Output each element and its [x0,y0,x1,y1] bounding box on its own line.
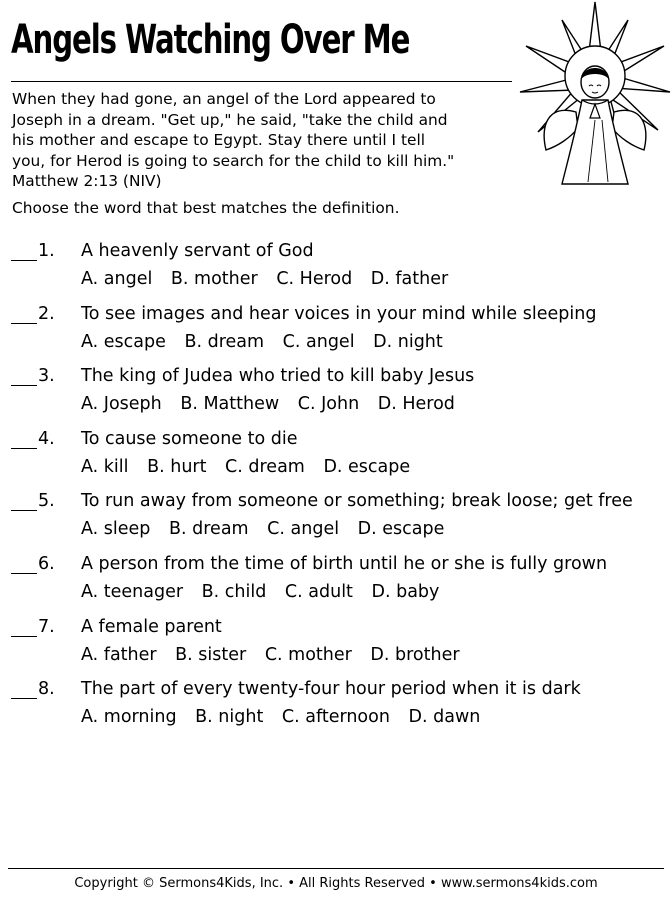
answer-blank[interactable] [11,436,37,449]
answer-option: D. night [373,331,443,352]
question-item [11,553,661,616]
question-definition: A heavenly servant of God [81,241,314,261]
question-number: 7. [38,616,55,637]
answer-option: D. baby [371,581,440,602]
answer-option: D. dawn [408,707,481,728]
question-number: 4. [38,428,55,449]
answer-option: B. dream [169,519,249,540]
question-item [11,303,661,366]
answer-option: D. brother [370,644,460,665]
verse-line: When they had gone, an angel of the Lord appeared to [12,90,436,108]
question-number: 6. [38,553,55,574]
answer-option: A. morning [81,707,177,728]
answer-options [81,644,473,666]
question-item [11,616,661,679]
question-number: 1. [38,241,55,261]
question-definition: A female parent [81,616,222,637]
question-item [11,428,661,491]
answer-blank[interactable] [11,248,37,261]
verse-line: his mother and escape to Egypt. Stay there until I tell [12,131,426,149]
answer-option: A. escape [81,331,166,352]
answer-option: A. father [81,644,157,665]
answer-options [81,581,452,603]
answer-option: A. angel [81,269,153,289]
page-title: Angels Watching Over Me [11,17,410,63]
question-number: 2. [38,303,55,324]
answer-blank[interactable] [11,498,37,511]
footer-divider [8,868,664,869]
answer-option: B. Matthew [180,394,280,415]
question-definition: To cause someone to die [81,428,298,449]
question-definition: To run away from someone or something; break loose; get free [81,491,633,512]
instructions: Choose the word that best matches the definition. [12,199,400,217]
question-definition: The part of every twenty-four hour period when it is dark [81,679,581,700]
footer-copyright: Copyright © Sermons4Kids, Inc. • All Rights Reserved • www.sermons4kids.com [74,876,598,891]
answer-option: D. father [370,269,449,289]
answer-option: D. Herod [377,394,455,415]
answer-option: B. hurt [147,456,207,477]
answer-option: A. kill [81,456,129,477]
answer-option: D. escape [323,456,411,477]
scripture-passage [12,89,512,192]
answer-option: B. mother [170,269,258,289]
question-item [11,678,661,741]
answer-option: C. John [297,394,360,415]
question-item [11,240,661,303]
answer-option: B. dream [184,331,265,352]
answer-option: A. teenager [81,581,184,602]
verse-reference: Matthew 2:13 (NIV) [12,172,162,190]
answer-options [81,706,493,728]
verse-line: Joseph in a dream. "Get up," he said, "take the child and [12,110,448,129]
answer-options [81,393,468,415]
answer-option: A. Joseph [81,394,162,415]
answer-option: B. sister [175,644,247,665]
verse-line: you, for Herod is going to search for the child to kill him." [12,151,455,170]
question-definition: A person from the time of birth until he or she is fully grown [81,553,608,574]
answer-option: C. mother [264,644,352,665]
question-list [11,240,661,741]
question-number: 8. [38,679,55,700]
question-number: 3. [38,366,55,387]
answer-options [81,518,457,540]
answer-option: C. Herod [276,269,353,289]
answer-option: C. dream [225,456,305,477]
answer-blank[interactable] [11,561,37,574]
answer-option: C. adult [284,581,353,602]
answer-blank[interactable] [11,373,37,386]
answer-option: D. escape [357,519,445,540]
answer-options [81,456,423,478]
question-number: 5. [38,491,55,512]
question-definition: To see images and hear voices in your mind while sleeping [81,303,597,324]
answer-blank[interactable] [11,311,37,324]
answer-option: B. night [195,707,264,728]
answer-blank[interactable] [11,686,37,699]
angel-icon [518,0,672,192]
answer-blank[interactable] [11,624,37,637]
title-underline [11,81,512,82]
answer-option: C. angel [267,519,340,540]
question-item [11,365,661,428]
answer-option: C. angel [282,331,355,352]
question-definition: The king of Judea who tried to kill baby Jesus [81,366,475,387]
answer-option: A. sleep [81,519,151,540]
question-item [11,490,661,553]
answer-options [81,331,456,353]
answer-options [81,268,461,290]
answer-option: B. child [201,581,267,602]
answer-option: C. afternoon [281,707,390,728]
